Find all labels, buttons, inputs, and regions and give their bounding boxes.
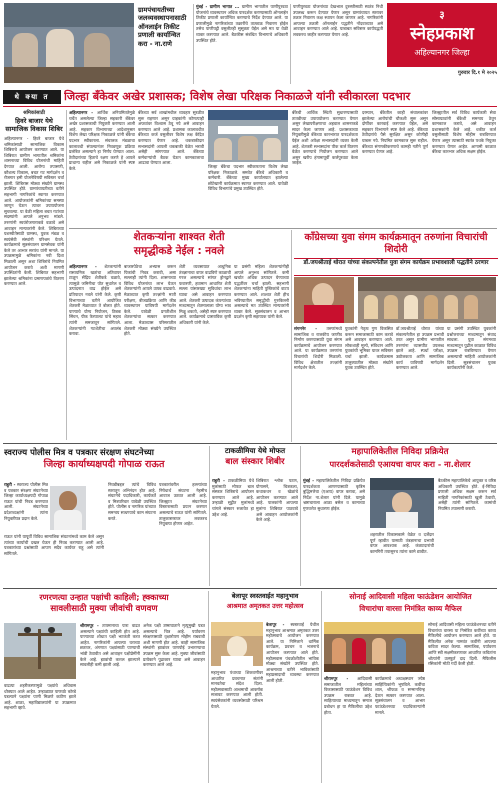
- story8-col1: बेलापूर - स्वस्तवाई येथील महानुभाव आश्रमात अमृतकत उत्तर महोत्सवाचे आयोजन करण्यात आले. या निमित्ताने धार्मिक कार्यक्रम, प्रवचन व भजनाचे आयोजन करण्यात आले होते. महोत्सवास पंचक्रोशीतील भाविक मोठ्या संख्येने उपस्थित होते. आश्रमाच्या वतीने भाविकांसाठी महाप्रसादाची व्यवस्था करण्यात आली होती.: [266, 622, 319, 683]
- masthead: [387, 3, 497, 67]
- story4-col4: पत्रकारांवरील हल्ल्यांच्या निषेधार्थ संघटना नेहमीच आवाज उठवत आली आहे. जिल्ह्यात संघटनेच्या विस्तारासाठी प्रयत्न करणार असल्याचे राऊत यांनी सांगितले. तालुकास्तरावर लवकरच नियुक्त्या होणार आहेत.: [159, 482, 207, 527]
- story3-photo-speaker: [294, 277, 354, 323]
- section-label: थे क्या त: [3, 90, 61, 104]
- story3-headline: काँग्रेसच्या युवा संगम कार्यक्रमातून तरुणांना विचारांची शिदोरी: [304, 232, 488, 255]
- story8-photo: [211, 622, 263, 666]
- story6-photo: [370, 478, 434, 528]
- story7-col3: वाढत्या शहरीकरणामुळे पक्ष्यांचे अधिवास धोक्यात आले आहेत. उन्हाळ्यात पाणवठे कोरडे पडल्याने पक्ष्यांना पाणी मिळणे कठीण झाले आहे. शाळा, महाविद्यालयांनी या उपक्रमात सहभागी व्हावे.: [4, 683, 76, 711]
- story3-quote: डॉ.जयश्रीताई थोरात यांच्या संकल्पनेतील युवा संगम कार्यक्रम प्रभावशाली पद्धतीने ठरणार: [294, 258, 498, 276]
- left-column-kicker: श्रमिकांसाठी: [23, 110, 45, 116]
- main-headline: जिल्हा बँकेवर अखेर प्रशासक; विशेष लेखा परिक्षक निकाळजे यांनी स्वीकारला पदभार: [64, 90, 411, 103]
- masthead-edition: अहिल्यानगर जिल्हा: [414, 48, 470, 57]
- story4-col1: राहुरी - स्वराज्य पोलीस मित्र व पत्रकार संरक्षण संघटनेच्या जिल्हा कार्याध्यक्षपदी गोपाळ राऊत यांची निवड करण्यात आली. संघटनेच्या प्रदेशाध्यक्षांनी त्यांना नियुक्तीपत्र प्रदान केले.: [4, 482, 48, 521]
- story3-col2: युवकांनी नेतृत्व गुण विकसित करून समाजासाठी काम करावे असे आवाहन करण्यात आले. लोकशाही मूल्ये, संविधान आणि युवकांची भूमिका यावर सविस्तर चर्चा झाली. कार्यक्रमास तालुक्यातील मोठ्या संख्येने युवक उपस्थित होते.: [345, 326, 393, 371]
- story9-photo: [324, 622, 424, 672]
- bank-story-col3: बँकेची आर्थिक स्थिती सुधारण्यासाठी तातडीच्या उपाययोजना करण्यात येणार असून लेखापरीक्षणाचा अहवाल शासनाकडे सादर केला जाणार आहे. प्रशासकाच्या नियुक्तीमुळे बँकेच्या कारभारात पारदर्शकता येईल अशी अपेक्षा सभासदांनी व्यक्त केली आहे. शेतकरी सभासदांना पीक कर्ज वितरण वेळेत करण्याचे नियोजन करण्यात आले असून खरीप हंगामापूर्वी कर्जपुरवठा केला जाईल.: [292, 110, 358, 166]
- story9-col3: कार्यक्रमाचे अध्यक्षस्थान ज्येष्ठ साहित्यिकांनी भूषविले. कवींचा शाल, श्रीफळ व सन्मानचिन्ह देऊन सत्कार करण्यात आला. सूत्रसंचालन व आभार फाऊंडेशनच्या पदाधिकाऱ्यांनी मानले.: [375, 676, 425, 715]
- story3-col1: संगमनेर - तरुणांमध्ये सामाजिक व राजकीय जाणीव निर्माण करण्यासाठी युवा संगम कार्यक्रमाचे आयोजन करण्यात आले. या कार्यक्रमात तरुणांना विचारांची शिदोरी मिळाली. विविध क्षेत्रातील तज्ज्ञांनी मार्गदर्शन केले.: [294, 326, 342, 371]
- story7-col2: अनेक पक्षी उष्माघाताने मृत्युमुखी पडत असल्याचे चित्र आहे. पर्यावरण संरक्षणासाठी वृक्षारोपण मोहीम राबवावी अशी मागणी होत आहे. काही सामाजिक संस्थांनी झाडांवर पाणपोई उभारण्याचा उपक्रम सुरू केला आहे. मुक्या जीवांसाठी प्रत्येकाने पुढाकार घ्यावा असे आवाहन करण्यात आले आहे.: [143, 623, 205, 668]
- story4-col2: राऊत यांनी यापूर्वी विविध सामाजिक संघटनांमध्ये काम केले असून त्यांच्या कार्याची दखल घेऊन ही निवड करण्यात आली आहे. पत्रकारांच्या प्रश्नांसाठी आपण सदैव कार्यरत राहू असे त्यांनी सांगितले.: [4, 534, 104, 556]
- story4-headline: स्वराज्य पोलीस मित्र व पत्रकार संरक्षण संघटनेच्या जिल्हा कार्याध्यक्षपदी गोपाळ राऊत: [4, 447, 165, 470]
- dateline: गुरुवार दि.१ मे २०२५: [458, 70, 497, 76]
- masthead-title: स्नेहप्रकाश: [410, 24, 474, 44]
- bank-photo-caption: जिल्हा बँकेचा पदभार स्वीकारताना विशेष लेखा परिक्षक निकाळजे. समवेत बँकेचे अधिकारी व कर्मचारी. बँकेच्या मुख्य कार्यालयात झालेल्या छोटेखानी कार्यक्रमात स्वागत करण्यात आले. यावेळी विविध विभागांचे प्रमुख उपस्थित होते.: [208, 164, 288, 192]
- story6-col2: बैठकीस महापालिकेचे आयुक्त व वरिष्ठ अधिकारी उपस्थित होते. ई-निविदा प्रणाली अधिक सक्षम करून सर्व माहिती नागरिकांसाठी खुली ठेवावी, असेही त्यांनी सांगितले. कामांची नियमित तपासणी करावी.: [438, 478, 496, 511]
- story7-headline: रणरणत्या उन्हात पक्षांची काहिली; ह्क्काच्या सावलीसाठी मुक्या जीवांची वणवण: [39, 592, 169, 614]
- story6-col1: मुंबई - महापालिकेतील निविदा प्रक्रियेत पारदर्शकता आणण्यासाठी कृत्रिम बुद्धिमत्तेचा (एआय) वापर करावा, असे निर्देश ना.शेलार यांनी दिले. यामुळे भ्रष्टाचाराला आळा बसेल व कामाच्या गुणवत्तेत सुधारणा होईल.: [303, 478, 365, 511]
- story3-photo-audience: [358, 277, 496, 323]
- story6-headline: महापालिकेतील निविदा प्रक्रियेत पारदर्शकतेसाठी एआयचा वापर करा - ना.शेलार: [329, 447, 471, 469]
- story9-headline: सोनाई आदिवासी महिला फाऊंडेशन आयोजित विचारांचा वारसा निमंत्रित काव्य मैफिल: [349, 592, 472, 613]
- story2-headline: शेतकऱ्यांना शाश्वत शेती समृद्धीकडे नेईल : नवले: [133, 231, 225, 257]
- bank-story-col5: जिल्ह्यातील सर्व विविध कार्यकारी सेवा सोसायट्यांनी बँकेशी समन्वय ठेवून कामकाज करावे, असे आवाहन प्रशासकांनी केले आहे. थकीत कर्ज वसुलीसाठी विशेष मोहीम राबविण्यात येणार असून त्यासाठी स्वतंत्र पथके नियुक्त करण्यात येणार आहेत. आगामी काळात बँकेचा कारभार अधिक सक्षम होईल.: [432, 110, 496, 155]
- story3-col3: डॉ.जयश्रीताई थोरात यांच्या संकल्पनेतील हा उपक्रम प्रभावी ठरत असून ग्रामीण भागातील तरुणांना व्यासपीठ उपलब्ध झाले आहे. स्पर्धा परीक्षा, उद्योजकता आणि सामाजिक कार्य याविषयी मार्गदर्शन करण्यात आले.: [396, 326, 444, 371]
- story5-headline: टाकळीमिया येथे मोफत बाल संस्कार शिबीर: [224, 446, 286, 467]
- left-column-body: अहिल्यानगर - हिवरे बाजार येथे श्रमिकांसाठी सामाजिक विकास शिबिराचे आयोजन करण्यात आले. या शिबिरात ग्रामीण भागातील श्रमिकांना शासनाच्या विविध योजनांची माहिती देण्यात आली. आरोग्य तपासणी, कौशल्य विकास, बचत गट मार्गदर्शन व रोजगार हमी योजनेविषयी सविस्तर चर्चा झाली. शिबिरास मोठ्या संख्येने ग्रामस्थ उपस्थित होते. ग्रामपंचायतीच्या वतीने सहभागी नागरिकांचे स्वागत करण्यात आले. आयोजकांनी श्रमिकांच्या समस्या जाणून घेऊन त्यावर उपाययोजना सुचवल्या. या वेळी महिला बचत गटांच्या सदस्यांनी आपले अनुभव मांडले. तरुणांनी स्वयंरोजगाराकडे वळावे असे आवाहन मान्यवरांनी केले. शिबिराच्या यशस्वीतेसाठी ग्रामस्थ, युवक मंडळ व स्वयंसेवी संस्थांनी परिश्रम घेतले. कार्यक्रमाचे सूत्रसंचालन ग्रामसेवक यांनी केले तर आभार सरपंच यांनी मानले. या उपक्रमामुळे श्रमिकांना नवी दिशा मिळाली असून अशा शिबिरांचे नियमित आयोजन करावे अशी मागणी उपस्थितांनी केली. शिबिरात सहभागी झालेल्या श्रमिकांना प्रमाणपत्रांचे वितरण करण्यात आले.: [4, 136, 64, 287]
- story8-headline: बेलापूर स्वस्तवाईत महानुभाव आश्रमात अमृतकत उत्तर महोत्सव: [226, 592, 304, 610]
- story7-col1: श्रीरामपूर - तापमानाचा पारा वाढत असल्याने पक्ष्यांची काहिली होत आहे. पाण्याच्या शोधात पक्षी भटकंती करत आहेत. नागरिकांनी आपल्या घराच्या छतावर, अंगणात पक्ष्यांसाठी पाण्याची भांडी ठेवावीत असे आवाहन पक्षीप्रेमींनी केले आहे. झाडांची कत्तल झाल्याने सावलीही कमी झाली आहे.: [80, 623, 140, 668]
- story3-col4: या प्रसंगी उपस्थित युवकांनी प्रश्नोत्तराच्या माध्यमातून संवाद साधला. युवा संगमच्या माध्यमातून पुढील काळात विविध उपक्रम राबविण्यात येणार असल्याची माहिती आयोजकांनी दिली. सूत्रसंचालन युवक कार्यकर्त्यांनी केले.: [447, 326, 496, 371]
- story8-col2: महानुभाव पंथाच्या शिकवणीवर आधारित प्रवचनात संतांनी मानवतेचा संदेश दिला. महोत्सवासाठी आश्रमाची आकर्षक सजावट करण्यात आली होती. स्वयंसेवकांनी व्यवस्थेसाठी परिश्रम घेतले.: [211, 670, 263, 709]
- top-story-text-2: पाणीपुरवठा योजनांच्या देखभाल दुरुस्तीसाठी स्वतंत्र निधी उपलब्ध करून देण्यात येणार असून ग्रामपंचायत स्तरावर तक्रार निवारण कक्ष स्थापन केला जाणार आहे. नागरिकांनी आपल्या तक्रारी ऑनलाईन पद्धतीने नोंदवाव्यात असे आवाहन करण्यात आले आहे. याबाबत सविस्तर कार्यपद्धती लवकरच जाहीर करण्यात येणार आहे.: [293, 4, 383, 37]
- top-left-headline: ग्रामपंचायतीच्या जलव्यवस्थापनासाठी ऑनलाईन तिकीट प्रणाली कार्यान्वित करा - ना.राणे: [138, 6, 187, 48]
- bank-story-col1: अहिल्यानगर - आर्थिक अनियमिततेमुळे चर्चेत असलेल्या जिल्हा सहकारी बँकेवर अखेर प्रशासकाची नियुक्ती करण्यात आली आहे. सहकार विभागाच्या आदेशानुसार विशेष लेखा परिक्षक निकाळजे यांनी बँकेचा पदभार स्वीकारला. संचालक मंडळाचा कालावधी संपल्यानंतर निवडणूक प्रक्रिया प्रलंबित असल्याने हा निर्णय घेण्यात आला. ठेवीदारांच्या हिताचे रक्षण करणे हे आपले प्राधान्य राहील असे निकाळजे यांनी स्पष्ट केले.: [69, 110, 135, 171]
- story9-col2: श्रीरामपूर - आदिवासी समाजातील महिलांच्या विकासासाठी फाऊंडेशन विविध उपक्रम राबवत आहे. साहित्याच्या माध्यमातून समाज प्रबोधन हा या मैफिलीचा उद्देश होता.: [324, 676, 372, 715]
- story7-photo-birds: [4, 623, 76, 679]
- bank-story-col4: दरम्यान, बँकेतील काही संचालकांवर झालेल्या आरोपांची चौकशी सुरू असून दोषींवर कारवाई करण्यात येईल, असे सहकार विभागाने स्पष्ट केले आहे. बँकेच्या ठेवीदारांचे पैसे सुरक्षित असून कोणीही घाबरू नये. नियमित कामकाज सुरू राहील. बँकेच्या संगणकीकरणाचे कामही गतीने पूर्ण करण्यात येणार आहे.: [362, 110, 428, 155]
- story2-col3: शेती व्यवसायात आधुनिक तंत्रज्ञानाचा वापर वाढविणे काळाची गरज असल्याचे सांगत ड्रोनद्वारे फवारणी, हवामान आधारित शेती सल्ला यांसारख्या सुविधांचा लाभ घ्यावा असे आवाहन करण्यात आले. शेतकरी उत्पादक कंपन्यांच्या माध्यमातून शेतमालाला योग्य भाव मिळू शकतो, असेही स्पष्ट करण्यात आले. कार्यक्रमाचे प्रास्ताविक कृषी अधिकारी यांनी केले.: [179, 264, 231, 325]
- masthead-page-number: ३: [439, 10, 445, 21]
- story9-col1: सोनाई आदिवासी महिला फाऊंडेशनच्या वतीने विचारांचा वारसा या निमंत्रित कवींच्या काव्य मैफिलीचे आयोजन करण्यात आले होते. या मैफिलीत अनेक नामवंत कवींनी आपल्या कविता सादर केल्या. सामाजिक, पर्यावरण आणि स्त्री सक्षमीकरणावर आधारित कवितांना श्रोत्यांनी उत्स्फूर्त दाद दिली. मैफिलीस रसिकांनी मोठी गर्दी केली होती.: [428, 622, 496, 667]
- story6-col3: शहरातील विकासकामे वेळेत व दर्जेदार पूर्ण व्हावीत यासाठी तंत्रज्ञानाचा प्रभावी वापर आवश्यक आहे. कंत्राटदारांची कामगिरी तपासूनच त्यांना कामे द्यावीत.: [370, 532, 434, 554]
- bank-story-col2: बँकेच्या सर्व शाखांमधील व्यवहार सुरळीत सुरू राहणार असून ग्राहकांनी कोणत्याही अफवांवर विश्वास ठेवू नये असे आवाहन करण्यात आले आहे. प्रशासक कालावधीत बँकेच्या कर्ज वसुलीवर विशेष लक्ष केंद्रित करण्यात येणार आहे. थकबाकीदार सभासदांनी आपली थकबाकी वेळेत भरावी असेही सांगण्यात आले. बँकेच्या कर्मचाऱ्यांची बैठक घेऊन कामकाजाचा आढावा घेण्यात आला.: [138, 110, 204, 166]
- top-photo-meeting: [4, 3, 134, 83]
- story5-col1: राहुरी - टाकळीमिया येथे मुलांसाठी मोफत बाल संस्कार शिबिराचे आयोजन करण्यात आले आहे. उन्हाळी सुट्टीत मुलांमध्ये चांगले संस्कार रुजावेत हा उद्देश आहे.: [212, 478, 254, 517]
- story4-col3: निवडीबद्दल त्यांचे विविध स्तरातून अभिनंदन होत आहे. संघटनेचे पदाधिकारी, कार्यकर्ते व मित्रपरिवार यावेळी उपस्थित होते. पोलीस व नागरिक यांच्यात समन्वय साधण्याचे काम संघटना करते.: [108, 482, 156, 521]
- top-story-text-1: मुंबई - ग्रामीण भागात ... ग्रामीण भागातील पाणीपुरवठा योजनांचे व्यवस्थापन अधिक पारदर्शक करण्यासाठी ऑनलाईन तिकीट प्रणाली कार्यान्वित करण्याचे निर्देश देण्यात आले. या प्रणालीमुळे नागरिकांच्या तक्रारींचे तात्काळ निवारण होईल तसेच पाणीपट्टी वसुलीतही सुसूत्रता येईल असे मत या वेळी व्यक्त करण्यात आले. बैठकीस संबंधित विभागाचे अधिकारी उपस्थित होते.: [196, 4, 288, 43]
- story2-col2: बाजारपेठेचा अभ्यास करून पिकांची निवड करावी, असा सल्लाही त्यांनी दिला. शासनाच्या विविध योजनांचा लाभ घेऊन शेतकऱ्यांनी आपले उत्पन्न वाढवावे. मेळाव्यात कृषी तज्ज्ञांनी माती परीक्षण, बीजप्रक्रिया आणि कीड व्यवस्थापन याविषयी मार्गदर्शन केले. यावेळी प्रगतीशील शेतकऱ्यांचा सत्कार करण्यात आला. मेळाव्यास परिसरातील शेतकरी मोठ्या संख्येने उपस्थित होते.: [124, 264, 176, 337]
- story4-portrait: [50, 486, 86, 530]
- left-column-headline: हिवरे बाजार येथे सामाजिक विकास शिबिर: [5, 117, 63, 133]
- story2-col4: या प्रसंगी महिला शेतकऱ्यांनीही आपले अनुभव सांगितले. कमी खर्चात अधिक उत्पादन घेण्याच्या पद्धतींवर चर्चा झाली. सहभागी शेतकऱ्यांना माहिती पुस्तिकांचे वाटप करण्यात आले. शाश्वत शेती हीच भविष्यातील समृद्धीची गुरुकिल्ली असल्याचे मत उपस्थित मान्यवरांनी व्यक्त केले. सूत्रसंचालन व आभार प्रदर्शन कृषी सहाय्यक यांनी केले.: [234, 264, 289, 320]
- story5-col2: शिबिरात श्लोक पठण, योगासने, चित्रकला, कथाकथन व खेळांचे आयोजन करण्यात आले आहे. पालकांनी आपल्या मुलांना शिबिरात पाठवावे असे आवाहन आयोजकांनी केले आहे.: [256, 478, 298, 523]
- story2-col1: अहिल्यानगर - शेतकऱ्यांनी रासायनिक खतांचा अतिवापर टाळून सेंद्रिय शेतीकडे वळावे, त्यामुळे जमिनीचा पोत सुधारेल व उत्पादनात वाढ होईल असे प्रतिपादन नवले यांनी केले. कृषी विभागाच्या वतीने आयोजित शेतकरी मेळाव्यात ते बोलत होते. पाण्याचे योग्य नियोजन, ठिबक सिंचन, पीक फेरपालट यांचे महत्व त्यांनी समजावून सांगितले. शेतकऱ्यांनी गटशेतीचा अवलंब करावा.: [69, 264, 121, 337]
- bank-photo: [208, 110, 288, 162]
